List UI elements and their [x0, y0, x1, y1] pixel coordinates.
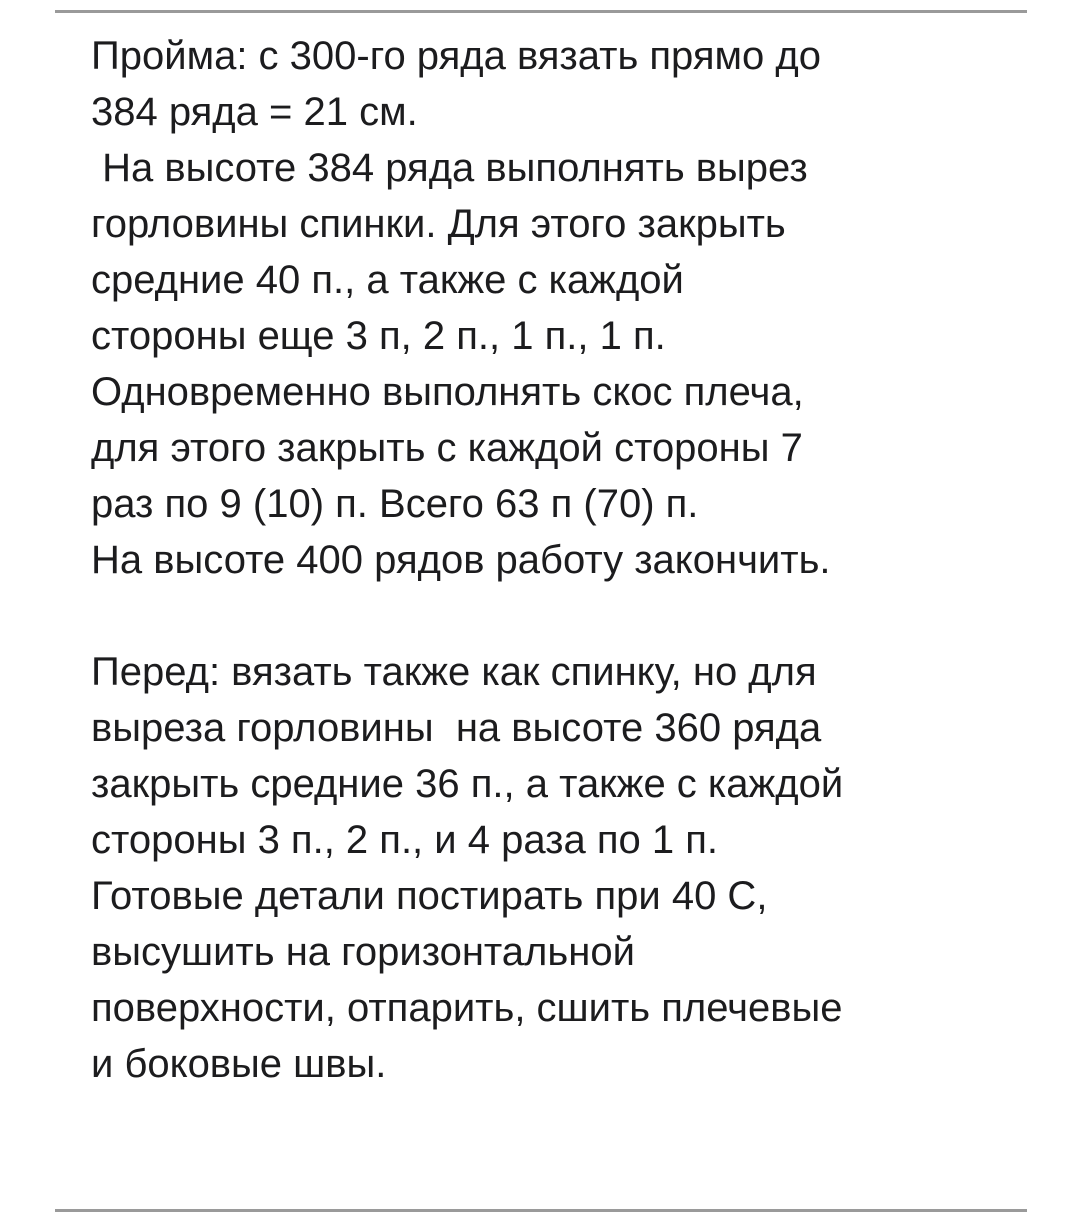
paragraph-gap: [91, 588, 1051, 644]
text-line: Готовые детали постирать при 40 С,: [91, 874, 768, 918]
document-text: [91, 28, 1051, 1092]
bottom-divider: [55, 1209, 1027, 1212]
text-line: стороны еще 3 п, 2 п., 1 п., 1 п.: [91, 314, 666, 358]
text-line: Одновременно выполнять скос плеча,: [91, 370, 804, 414]
text-line: средние 40 п., а также с каждой: [91, 258, 684, 302]
text-line: Перед: вязать также как спинку, но для: [91, 650, 817, 694]
text-line: 384 ряда = 21 см.: [91, 90, 418, 134]
text-line: горловины спинки. Для этого закрыть: [91, 202, 786, 246]
top-divider: [55, 10, 1027, 13]
paragraph-armhole-back: [91, 28, 1051, 588]
text-line: На высоте 400 рядов работу закончить.: [91, 538, 831, 582]
text-line: На высоте 384 ряда выполнять вырез: [91, 146, 808, 190]
text-line: и боковые швы.: [91, 1042, 387, 1086]
text-line: высушить на горизонтальной: [91, 930, 635, 974]
text-line: поверхности, отпарить, сшить плечевые: [91, 986, 843, 1030]
text-line: закрыть средние 36 п., а также с каждой: [91, 762, 844, 806]
text-line: выреза горловины на высоте 360 ряда: [91, 706, 822, 750]
text-line: Пройма: с 300-го ряда вязать прямо до: [91, 34, 821, 78]
text-line: для этого закрыть с каждой стороны 7: [91, 426, 803, 470]
text-line: раз по 9 (10) п. Всего 63 п (70) п.: [91, 482, 699, 526]
paragraph-front: [91, 644, 1051, 1092]
text-line: стороны 3 п., 2 п., и 4 раза по 1 п.: [91, 818, 718, 862]
